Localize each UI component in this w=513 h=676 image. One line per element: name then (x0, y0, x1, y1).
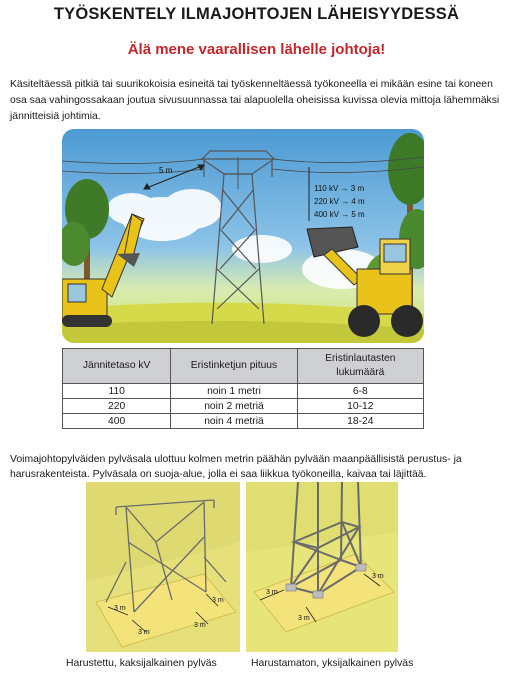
col-header-insulator-length: Eristinketjun pituus (171, 349, 297, 384)
cell-voltage: 220 (63, 399, 171, 414)
cell-length: noin 1 metri (171, 384, 297, 399)
col-header-disc-count: Eristinlautasten lukumäärä (297, 349, 423, 384)
cell-discs: 10-12 (297, 399, 423, 414)
table-row (63, 414, 424, 429)
distance-label: 3 m (372, 573, 384, 580)
cell-length: noin 4 metriä (171, 414, 297, 429)
table-row (63, 399, 424, 414)
distance-label: 3 m (194, 622, 206, 629)
power-line-illustration (62, 129, 424, 343)
distance-label: 3 m (266, 589, 278, 596)
voltage-rule-220: 220 kV → 4 m (314, 197, 365, 206)
warning-subtitle: Älä mene vaarallisen lähelle johtoja! (127, 41, 386, 58)
voltage-rule-110: 110 kV → 3 m (314, 184, 365, 193)
cell-voltage: 110 (63, 384, 171, 399)
insulator-table (62, 348, 424, 429)
distance-label: 3 m (298, 615, 310, 622)
cell-discs: 6-8 (297, 384, 423, 399)
distance-label: 3 m (138, 629, 150, 636)
left-figure-caption: Harustettu, kaksijalkainen pylväs (66, 658, 217, 669)
right-figure-caption: Harustamaton, yksijalkainen pylväs (251, 658, 414, 669)
cell-length: noin 2 metriä (171, 399, 297, 414)
side-distance-arrow (144, 165, 204, 189)
guyed-pylon-figure (86, 482, 240, 652)
intro-paragraph: Käsiteltäessä pitkiä tai suurikokoisia esineitä tai työskenneltäessä työkoneella ei mikään esine tai koneen osa saa vahingossakaan joutua sivusuunnassa tai alapuolella oheisissa kuvissa olevia mittoja lähemmäksi jännitteisiä johtimia. (10, 79, 500, 122)
unguyed-pylon-figure (246, 482, 398, 652)
power-lines (62, 157, 424, 189)
distance-label: 3 m (114, 605, 126, 612)
distance-label: 3 m (212, 597, 224, 604)
voltage-rule-400: 400 kV → 5 m (314, 210, 365, 219)
cell-discs: 18-24 (297, 414, 423, 429)
table-row (63, 384, 424, 399)
page-title: TYÖSKENTELY ILMAJOHTOJEN LÄHEISYYDESSÄ (53, 5, 460, 23)
cell-voltage: 400 (63, 414, 171, 429)
tower-zone-paragraph: Voimajohtopylväiden pylväsala ulottuu kolmen metrin päähän pylvään maanpäällisistä perustus- ja harusrakenteista. Pylväsala on suoja-alue, jolla ei saa liikkua työkoneilla, kaivaa tai läjittää. (10, 454, 462, 480)
side-distance-label: 5 m (159, 166, 173, 175)
col-header-voltage: Jännitetaso kV (63, 349, 171, 384)
